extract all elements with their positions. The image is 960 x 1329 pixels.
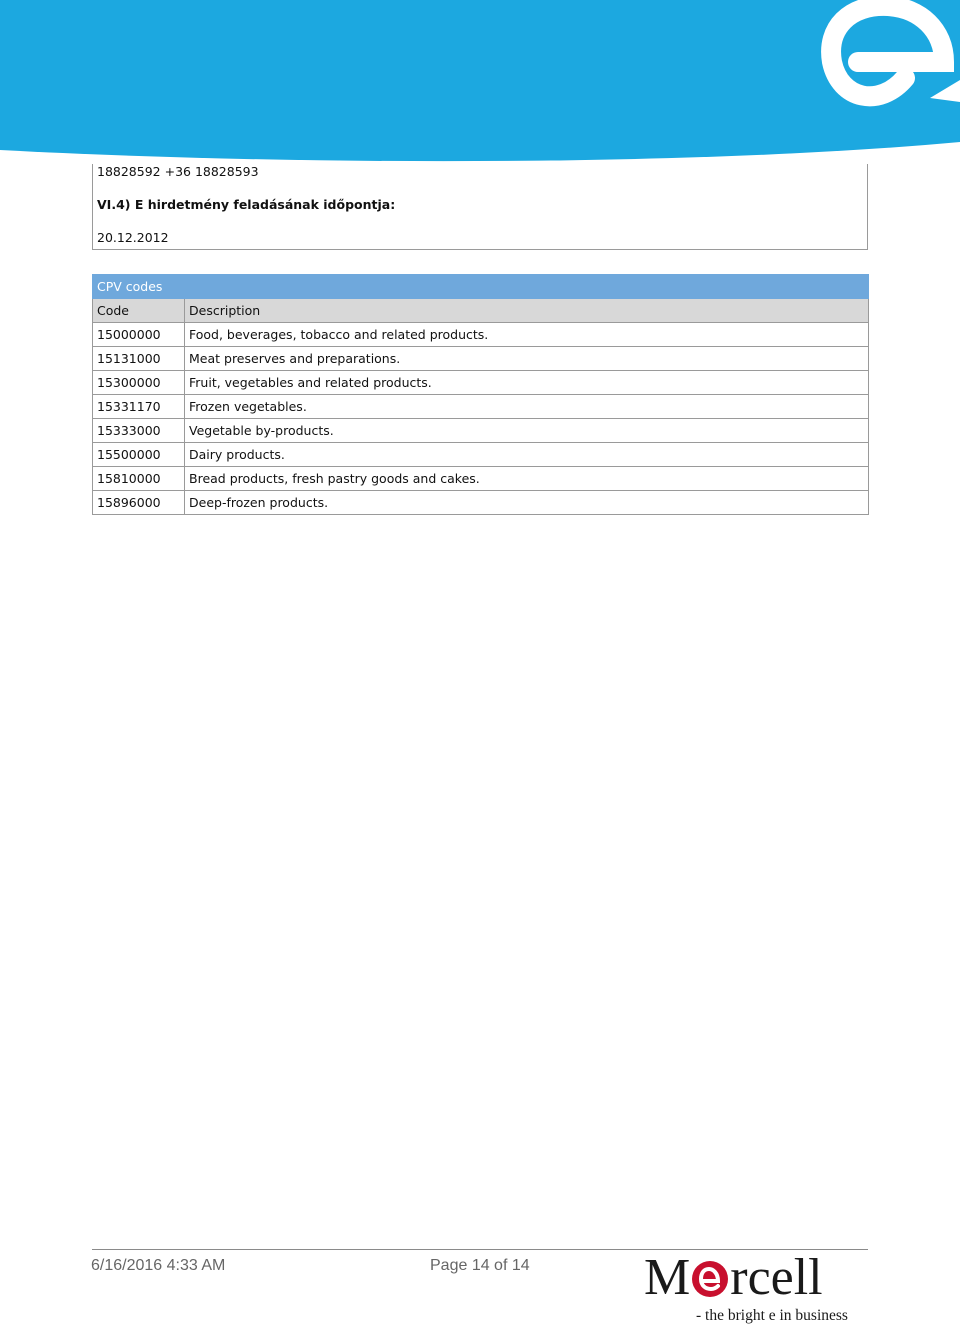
cpv-code: 15500000 — [93, 443, 185, 467]
page-number: Page 14 of 14 — [430, 1257, 530, 1274]
table-row — [93, 467, 869, 491]
table-row — [93, 491, 869, 515]
cpv-code: 15131000 — [93, 347, 185, 371]
header-banner — [0, 0, 960, 170]
cpv-description: Frozen vegetables. — [185, 395, 869, 419]
table-row — [93, 323, 869, 347]
cpv-code: 15331170 — [93, 395, 185, 419]
table-row — [93, 371, 869, 395]
logo-tagline: - the bright e in business — [696, 1307, 848, 1324]
logo-m: M — [644, 1249, 691, 1306]
cpv-description: Food, beverages, tobacco and related products. — [185, 323, 869, 347]
table-row — [93, 419, 869, 443]
column-header-description: Description — [185, 299, 869, 323]
table-row — [93, 395, 869, 419]
table-row — [93, 443, 869, 467]
dispatch-date-label: VI.4) E hirdetmény feladásának időpontja: — [97, 197, 396, 212]
phone-numbers: 18828592 +36 18828593 — [97, 164, 259, 179]
cpv-codes-table — [92, 274, 869, 515]
cpv-description: Bread products, fresh pastry goods and cakes. — [185, 467, 869, 491]
cpv-description: Fruit, vegetables and related products. — [185, 371, 869, 395]
logo-rest: rcell — [730, 1249, 823, 1306]
cpv-table-title-row — [93, 275, 869, 299]
cpv-description: Dairy products. — [185, 443, 869, 467]
cpv-code: 15333000 — [93, 419, 185, 443]
cpv-code: 15896000 — [93, 491, 185, 515]
column-header-code: Code — [93, 299, 185, 323]
cpv-description: Vegetable by-products. — [185, 419, 869, 443]
cpv-table-header-row — [93, 299, 869, 323]
logo-e-icon — [691, 1260, 729, 1298]
cpv-code: 15810000 — [93, 467, 185, 491]
header-banner-graphic — [0, 0, 960, 170]
contact-info-box — [92, 164, 868, 250]
table-row — [93, 347, 869, 371]
cpv-description: Meat preserves and preparations. — [185, 347, 869, 371]
logo-wordmark — [644, 1250, 823, 1306]
dispatch-date-value: 20.12.2012 — [97, 230, 169, 245]
cpv-description: Deep-frozen products. — [185, 491, 869, 515]
company-logo — [644, 1250, 868, 1326]
cpv-code: 15000000 — [93, 323, 185, 347]
footer-timestamp: 6/16/2016 4:33 AM — [91, 1257, 226, 1274]
cpv-code: 15300000 — [93, 371, 185, 395]
cpv-table-title: CPV codes — [93, 275, 869, 299]
